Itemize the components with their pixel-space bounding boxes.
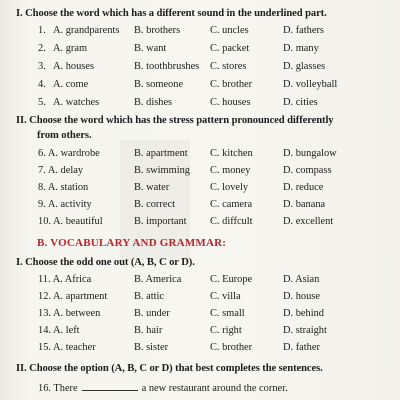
option-c: C. lovely (210, 182, 249, 193)
option-a: 12. A. apartment (38, 291, 108, 302)
question-row (0, 25, 400, 39)
option-a: 10. A. beautiful (38, 216, 103, 227)
option-d: D. excellent (283, 216, 334, 227)
option-d: D. volleyball (283, 79, 338, 90)
option-c: C. kitchen (210, 148, 253, 159)
option-b: B. America (134, 274, 182, 285)
question-row (0, 342, 400, 356)
question-16-end: a new restaurant around the corner. (141, 383, 288, 394)
option-b: B. sister (134, 342, 169, 353)
option-b: B. dishes (134, 97, 173, 108)
option-c: C. houses (210, 97, 251, 108)
option-d: D. many (283, 43, 319, 54)
option-c: C. right (210, 325, 242, 336)
part4-heading: II. Choose the option (A, B, C or D) that best completes the sentences. (16, 363, 323, 374)
question-row (0, 148, 400, 162)
option-d: D. banana (283, 199, 326, 210)
option-a: 14. A. left (38, 325, 80, 336)
question-number: 2. (38, 43, 46, 54)
option-b: B. brothers (134, 25, 181, 36)
option-a: 8. A. station (38, 182, 89, 193)
option-b: B. apartment (134, 148, 188, 159)
question-row (0, 97, 400, 111)
part2-heading: II. Choose the word which has the stress pattern pronounced differently (16, 115, 334, 126)
option-a: A. houses (53, 61, 94, 72)
answer-blank[interactable] (82, 381, 138, 391)
option-a: 9. A. activity (38, 199, 92, 210)
question-number: 5. (38, 97, 46, 108)
part3-heading: I. Choose the odd one out (A, B, C or D). (16, 257, 195, 268)
option-a: 7. A. delay (38, 165, 84, 176)
question-number: 3. (38, 61, 46, 72)
option-c: C. small (210, 308, 245, 319)
question-row (0, 43, 400, 57)
option-a: 11. A. Africa (38, 274, 92, 285)
option-c: C. villa (210, 291, 241, 302)
option-a: A. come (53, 79, 89, 90)
option-b: B. want (134, 43, 167, 54)
option-d: D. compass (283, 165, 332, 176)
option-a: A. watches (53, 97, 100, 108)
option-d: D. fathers (283, 25, 324, 36)
question-row (0, 216, 400, 230)
question-row (0, 325, 400, 339)
option-a: A. grandparents (53, 25, 120, 36)
option-b: B. water (134, 182, 170, 193)
option-a: 15. A. teacher (38, 342, 96, 353)
option-c: C. brother (210, 342, 253, 353)
option-a: A. gram (53, 43, 88, 54)
option-c: C. camera (210, 199, 253, 210)
question-row (0, 79, 400, 93)
question-number: 4. (38, 79, 46, 90)
option-d: D. father (283, 342, 320, 353)
question-16 (38, 381, 288, 394)
option-a: 6. A. wardrobe (38, 148, 100, 159)
part1-heading: I. Choose the word which has a different sound in the underlined part. (16, 8, 327, 19)
question-row (0, 61, 400, 75)
question-row (0, 165, 400, 179)
option-c: C. stores (210, 61, 247, 72)
question-number: 1. (38, 25, 46, 36)
option-b: B. someone (134, 79, 184, 90)
option-d: D. reduce (283, 182, 324, 193)
question-row (0, 308, 400, 322)
option-b: B. attic (134, 291, 165, 302)
option-b: B. hair (134, 325, 163, 336)
option-d: D. cities (283, 97, 318, 108)
option-d: D. glasses (283, 61, 326, 72)
option-d: D. bungalow (283, 148, 337, 159)
option-c: C. uncles (210, 25, 249, 36)
question-row (0, 182, 400, 196)
option-b: B. important (134, 216, 187, 227)
question-row (0, 274, 400, 288)
option-c: C. Europe (210, 274, 253, 285)
option-b: B. toothbrushes (134, 61, 200, 72)
option-c: C. diffcult (210, 216, 253, 227)
option-b: B. correct (134, 199, 175, 210)
question-row (0, 291, 400, 305)
option-c: C. packet (210, 43, 250, 54)
option-c: C. brother (210, 79, 253, 90)
option-d: D. Asian (283, 274, 320, 285)
option-d: D. house (283, 291, 320, 302)
section-b-title: B. VOCABULARY AND GRAMMAR: (37, 237, 227, 249)
option-c: C. money (210, 165, 251, 176)
question-16-start: 16. There (38, 383, 78, 394)
option-d: D. behind (283, 308, 324, 319)
option-a: 13. A. between (38, 308, 101, 319)
part2-heading-cont: from others. (37, 130, 92, 141)
question-row (0, 199, 400, 213)
option-d: D. straight (283, 325, 327, 336)
option-b: B. under (134, 308, 170, 319)
option-b: B. swimming (134, 165, 191, 176)
